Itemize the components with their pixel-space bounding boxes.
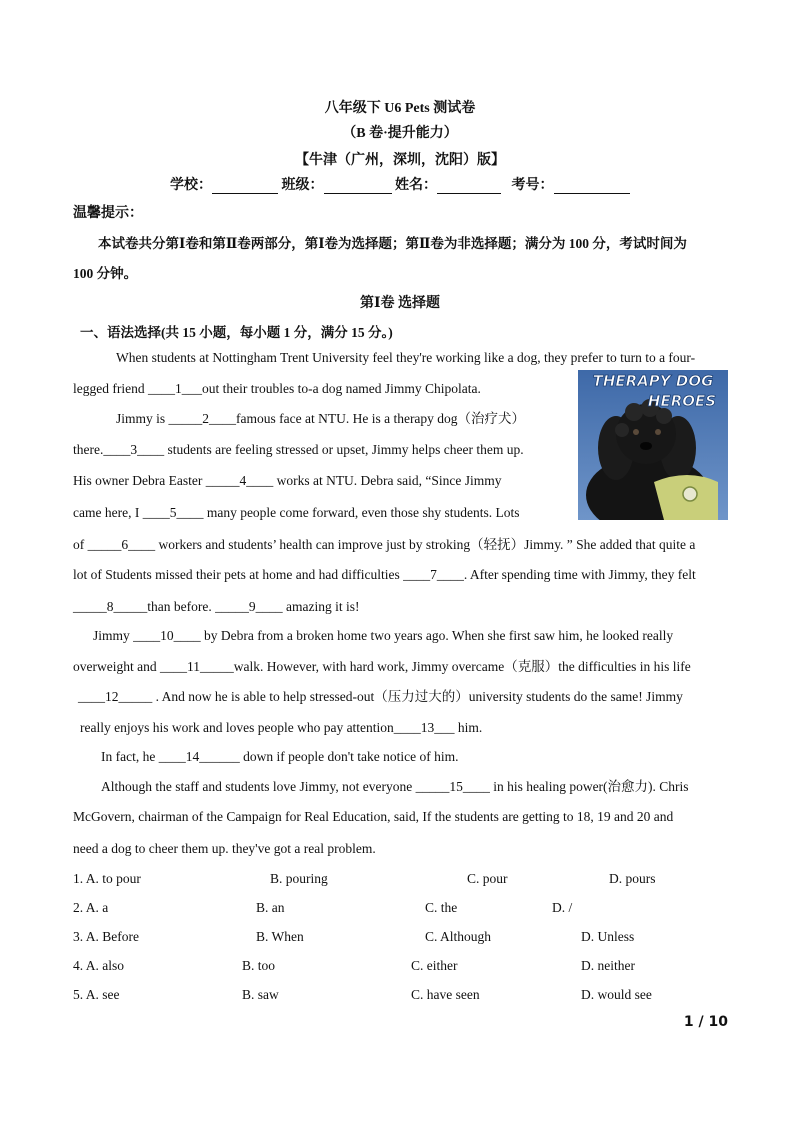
passage-line: _____8_____than before. _____9____ amazing it is! [73,599,360,614]
passage-line: there.____3____ students are feeling stressed or upset, Jimmy helps cheer them up. [73,442,524,457]
passage-line: came here, I ____5____ many people come forward, even those shy students. Lots [73,505,520,520]
passage-line: In fact, he ____14______ down if people don't take notice of him. [101,749,459,764]
page-number: 1 / 10 [683,1014,728,1030]
passage-line: Jimmy is _____2____famous face at NTU. He is a therapy dog（治疗犬） [116,411,526,426]
option-c[interactable]: C. Although [425,929,492,944]
passage-line: Although the staff and students love Jimmy, not everyone _____15____ in his healing power(治愈力). Chris [101,779,689,794]
option-c[interactable]: C. have seen [411,987,480,1002]
option-a[interactable]: 5. A. see [73,987,120,1002]
passage-line: legged friend ____1___out their troubles to-a dog named Jimmy Chipolata. [73,381,481,396]
part-title: 第Ⅰ卷 选择题 [359,296,441,311]
passage-line: of _____6____ workers and students’ health can improve just by stroking（轻抚）Jimmy. ” She added that quite a [73,537,696,552]
class-label: 班级： [281,178,324,193]
option-a[interactable]: 2. A. a [73,900,109,915]
therapy-dog-book-cover [578,370,728,520]
page-subtitle: （B 卷·提升能力） [342,126,458,141]
passage-line: McGovern, chairman of the Campaign for Real Education, said, If the students are getting to 18, 19 and 20 and [73,809,674,824]
option-b[interactable]: B. When [256,929,304,944]
edition-label: 【牛津（广州，深圳，沈阳）版】 [295,153,505,168]
option-a[interactable]: 3. A. Before [73,929,139,944]
class-blank[interactable] [324,179,392,194]
dog-illustration [578,370,728,520]
passage-line: Jimmy ____10____ by Debra from a broken home two years ago. When she first saw him, he looked really [93,628,674,643]
option-c[interactable]: C. the [425,900,458,915]
name-label: 姓名： [395,178,437,193]
passage-line: ____12_____ . And now he is able to help stressed-out（压力过大的）university students do the same! Jimmy [78,689,683,704]
passage-line: When students at Nottingham Trent University feel they're working like a dog, they prefer to turn to a four- [116,350,696,365]
option-c[interactable]: C. pour [467,871,508,886]
option-b[interactable]: B. an [256,900,285,915]
school-label: 学校： [170,178,212,193]
option-b[interactable]: B. saw [242,987,279,1002]
passage-line: overweight and ____11_____walk. However, with hard work, Jimmy overcame（克服）the difficulties in his life [73,659,691,674]
option-d[interactable]: D. neither [581,958,635,973]
notice-line-1: 本试卷共分第Ⅰ卷和第Ⅱ卷两部分，第Ⅰ卷为选择题；第Ⅱ卷为非选择题；满分为 100 分，考试时间为 [98,236,687,251]
school-blank[interactable] [212,179,278,194]
passage-line: His owner Debra Easter _____4____ works at NTU. Debra said, “Since Jimmy [73,473,502,488]
option-b[interactable]: B. pouring [270,871,328,886]
cover-title-line-1: THERAPY DOG [592,372,714,390]
option-d[interactable]: D. / [552,900,573,915]
name-blank[interactable] [437,179,501,194]
option-d[interactable]: D. would see [581,987,652,1002]
notice-heading: 温馨提示： [73,206,143,221]
cover-title-line-2: HEROES [647,392,717,410]
passage-line: really enjoys his work and loves people who pay attention____13___ him. [80,720,483,735]
option-d[interactable]: D. pours [609,871,656,886]
exam-no-label: 考号： [511,178,554,193]
option-a[interactable]: 1. A. to pour [73,871,141,886]
page-title: 八年级下 U6 Pets 测试卷 [324,101,476,116]
option-b[interactable]: B. too [242,958,276,973]
option-c[interactable]: C. either [411,958,458,973]
exam-no-blank[interactable] [554,179,630,194]
info-row [170,174,630,194]
passage-line: lot of Students missed their pets at home and had difficulties ____7____. After spending time with Jimmy, they felt [73,567,696,582]
section-title: 一、语法选择(共 15 小题，每小题 1 分，满分 15 分。) [80,325,393,340]
option-a[interactable]: 4. A. also [73,958,125,973]
option-d[interactable]: D. Unless [581,929,635,944]
notice-line-2: 100 分钟。 [73,266,138,281]
passage-line: need a dog to cheer them up. they've got a real problem. [73,841,376,856]
